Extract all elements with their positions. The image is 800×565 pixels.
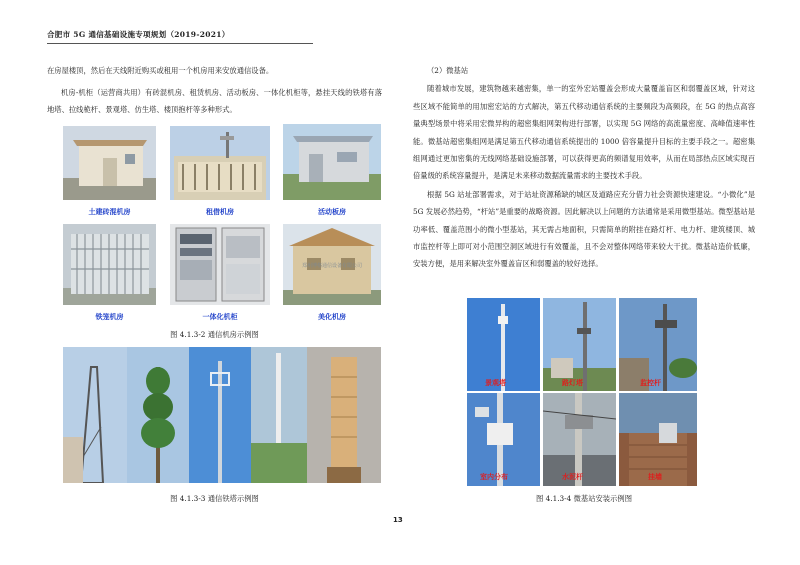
label-portable-room: 活动板房 xyxy=(318,208,346,216)
caption-tower-figure: 图 4.1.3-3 通信铁塔示例图 xyxy=(170,494,259,503)
label-rental-room: 租借机房 xyxy=(206,208,234,216)
label-brick-room: 土建砖混机房 xyxy=(88,208,131,216)
label-beautified-room: 美化机房 xyxy=(318,313,346,321)
photo-rental-room xyxy=(170,126,270,200)
left-para-2: 机房-机柜（运营商共用）有砖混机房、租赁机房、活动板房、一体化机柜等，悬挂天线的铁塔有落地塔、拉线桅杆、景观塔、仿生塔、楼顶抱杆等多种形式。 xyxy=(47,88,382,114)
photo-brick-room xyxy=(63,126,156,200)
left-para-1: 在房屋楼顶，然后在天线附近购买或租用一个机房用来安放通信设备。 xyxy=(47,66,274,75)
micro-heading: （2）微基站 xyxy=(427,66,469,75)
label-integrated-cabinet: 一体化机柜 xyxy=(202,313,238,321)
page-number: 13 xyxy=(393,516,403,524)
photo-tower-strip xyxy=(63,347,381,483)
label-landscape-tower: 景观塔 xyxy=(485,379,506,387)
right-para-2: 根据 5G 站址部署需求，对于站址资源稀缺的城区及道路应充分借力社会资源快速建设。“小微化”是 5G 发展必然趋势，“杆站”是重要的战略资源。因此解决以上问题的方法通常是采用微型基站。微型基站是功率低、覆盖范围小的微小型基站，其无需占地面积，只需简单的附挂在路灯杆、电力杆、建筑楼顶、城市监控杆等上即可对小范围空洞区域进行有效覆盖，且不会对整体网络带来较大干扰。微基站造价低廉，安装方便，是用来解决室外覆盖盲区和弱覆盖的较好选择。 xyxy=(413,189,755,269)
photo-integrated-cabinet xyxy=(170,224,270,305)
label-monitoring-pole: 监控杆 xyxy=(640,379,661,387)
label-indoor-distribution: 室内分布 xyxy=(480,473,508,481)
page-header: 合肥市 5G 通信基础设施专项规划（2019-2021） xyxy=(47,30,230,39)
label-wall-mount: 挂墙 xyxy=(648,473,662,481)
caption-micro-figure: 图 4.1.3-4 微基站安装示例图 xyxy=(536,494,632,503)
right-para-1: 随着城市发展，建筑物越来越密集，单一的室外宏站覆盖会形成大量覆盖盲区和弱覆盖区域，针对这些区域不能简单的用加密宏站的方式解决，第五代移动通信系统的主要频段为高频段，在 5G 的热点高容量典型场景中将采用宏微异构的超密集组网架构进行部署，以实现 5G 网络的高流量密度、高峰值速率性能。微基站超密集组网是满足第五代移动通信系统提出的 1000 倍容量提升目标的主要手段之一。超密集组网通过更加密集的无线网络基础设施部署，可以获得更高的频谱复用效率，从而在局部热点区域实现百倍量级的系统容量提升，是满足未来移动数据流量需求的主要技术手段。 xyxy=(413,84,755,181)
right-text xyxy=(413,62,755,273)
watermark: 郑州博格通信设备有限公司 xyxy=(301,263,362,269)
photo-portable-room xyxy=(283,124,381,200)
photo-cage-room xyxy=(63,224,156,305)
caption-room-figure: 图 4.1.3-2 通信机房示例图 xyxy=(170,330,259,339)
label-cage-room: 铁笼机房 xyxy=(95,313,124,321)
left-text xyxy=(47,62,382,118)
label-streetlight-tower: 路灯塔 xyxy=(562,379,583,387)
header-rule xyxy=(47,43,313,44)
label-concrete-pole: 水泥杆 xyxy=(562,473,583,481)
